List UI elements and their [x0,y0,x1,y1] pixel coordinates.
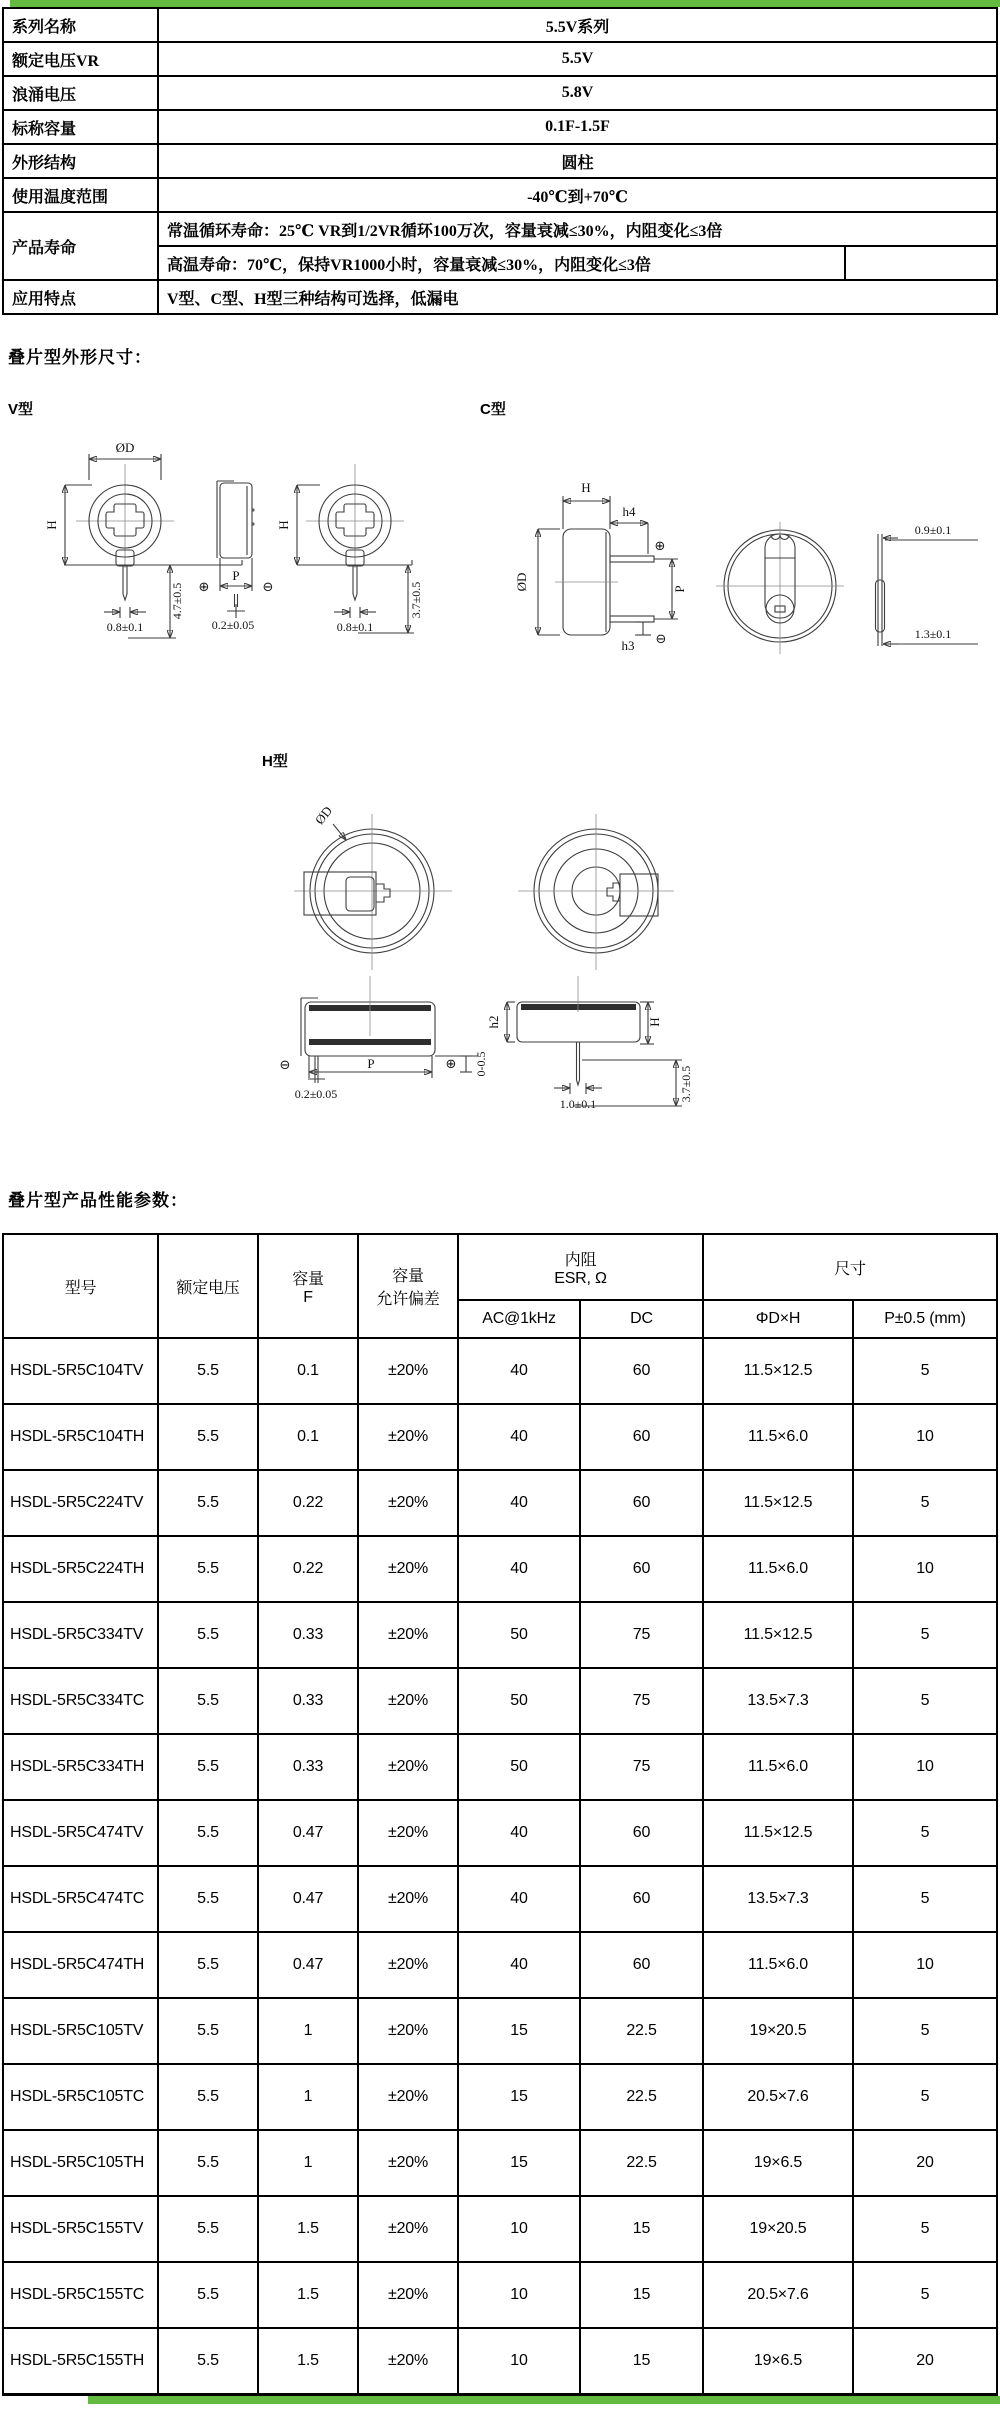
c-front-view [716,522,844,654]
v-lead-len-label: 4.7±0.5 [170,582,184,620]
c-tab-top-label: 0.9±0.1 [914,523,952,537]
cell-tolerance: ±20% [358,1536,458,1602]
cell-size-dh: 11.5×12.5 [703,1800,853,1866]
perf-row [3,1470,997,1536]
cell-size-dh: 11.5×6.0 [703,1404,853,1470]
cell-size-dh: 11.5×6.0 [703,1932,853,1998]
spec-value: 圆柱 [158,144,997,178]
minus-terminal-icon: ⊖ [279,1058,291,1073]
cell-model: HSDL-5R5C224TH [3,1536,158,1602]
v-height-label: H [44,520,59,530]
cell-esr-dc: 15 [580,2196,703,2262]
cell-size-dh: 19×20.5 [703,2196,853,2262]
col-header-size-dh: ΦD×H [703,1300,853,1338]
life-empty-subcell [844,247,996,279]
cell-tolerance: ±20% [358,1602,458,1668]
cell-voltage: 5.5 [158,1536,258,1602]
col-header-size: 尺寸 [703,1234,997,1300]
v-lead-thickness-label: 0.2±0.05 [211,618,255,632]
cell-tolerance: ±20% [358,2130,458,2196]
perf-row [3,1404,997,1470]
cell-voltage: 5.5 [158,1404,258,1470]
v2-height-label: H [276,520,291,530]
cell-model: HSDL-5R5C474TC [3,1866,158,1932]
col-header-esr-ac: AC@1kHz [458,1300,580,1338]
cell-esr-ac: 50 [458,1602,580,1668]
v2-lead-dia-label: 0.8±0.1 [336,620,374,634]
cell-tolerance: ±20% [358,2328,458,2395]
cell-size-dh: 11.5×12.5 [703,1338,853,1404]
dimensions-heading: 叠片型外形尺寸： [8,348,152,367]
perf-row [3,1536,997,1602]
cell-model: HSDL-5R5C155TV [3,2196,158,2262]
c-type-title: C型 [480,401,506,418]
spec-row-feature [3,280,997,314]
cell-model: HSDL-5R5C104TV [3,1338,158,1404]
esr-line-1: 内阻 [564,1251,597,1269]
cell-esr-ac: 40 [458,1866,580,1932]
life-line-2-text: 高温寿命：70℃，保持VR1000小时，容量衰减≤30%，内阻变化≤3倍 [167,256,651,274]
cell-voltage: 5.5 [158,1800,258,1866]
cell-esr-dc: 75 [580,1734,703,1800]
cell-esr-ac: 10 [458,2328,580,2395]
cell-capacity: 0.33 [258,1734,358,1800]
bottom-green-bar [88,2396,1000,2404]
c-height-label: H [581,480,591,495]
col-header-tolerance [358,1234,458,1338]
v-type-drawing [20,428,440,660]
cell-capacity: 0.47 [258,1932,358,1998]
spec-label: 标称容量 [3,110,158,144]
cell-voltage: 5.5 [158,1998,258,2064]
h-type-title: H型 [262,753,288,770]
h-type-drawing [170,788,740,1122]
cell-tolerance: ±20% [358,1338,458,1404]
spec-row [3,178,997,212]
top-green-bar [10,0,1000,7]
cell-esr-dc: 60 [580,1866,703,1932]
performance-heading: 叠片型产品性能参数： [8,1191,188,1210]
cell-size-p: 5 [853,1800,997,1866]
cell-esr-dc: 60 [580,1338,703,1404]
perf-header-row-1 [3,1234,997,1300]
cell-model: HSDL-5R5C105TV [3,1998,158,2064]
cell-capacity: 0.47 [258,1866,358,1932]
cell-voltage: 5.5 [158,1932,258,1998]
perf-row [3,1866,997,1932]
cell-model: HSDL-5R5C105TH [3,2130,158,2196]
cell-model: HSDL-5R5C334TC [3,1668,158,1734]
h-pitch-label: P [367,1056,375,1071]
h-h2-label: h2 [486,1015,501,1029]
cell-capacity: 1 [258,2130,358,2196]
c-tab-bottom-label: 1.3±0.1 [914,627,952,641]
h-lead-dia-label: 1.0±0.1 [559,1097,597,1111]
spec-row [3,76,997,110]
life-line-2 [159,247,996,279]
cell-esr-dc: 22.5 [580,1998,703,2064]
cell-capacity: 0.22 [258,1470,358,1536]
cell-esr-ac: 40 [458,1338,580,1404]
cell-tolerance: ±20% [358,1998,458,2064]
cell-capacity: 1.5 [258,2196,358,2262]
performance-table [2,1233,998,2396]
c-dia-label: ØD [514,572,529,592]
perf-row [3,2064,997,2130]
cell-model: HSDL-5R5C334TV [3,1602,158,1668]
minus-terminal-icon: ⊖ [262,580,274,595]
v-side-view [199,481,274,632]
v-dia-label: ØD [115,440,135,455]
cell-size-dh: 20.5×7.6 [703,2262,853,2328]
cell-tolerance: ±20% [358,2196,458,2262]
cell-model: HSDL-5R5C334TH [3,1734,158,1800]
cell-voltage: 5.5 [158,1668,258,1734]
v-pitch-label: P [232,568,240,583]
cell-voltage: 5.5 [158,1734,258,1800]
perf-row [3,1668,997,1734]
perf-row [3,1998,997,2064]
cell-capacity: 0.47 [258,1800,358,1866]
cell-esr-dc: 60 [580,1932,703,1998]
perf-row [3,1734,997,1800]
cell-esr-ac: 15 [458,2064,580,2130]
h-dia-label: ØD [311,803,336,828]
cell-size-p: 5 [853,2196,997,2262]
v-front-cell [76,464,174,600]
cell-model: HSDL-5R5C155TH [3,2328,158,2395]
cell-size-dh: 13.5×7.3 [703,1866,853,1932]
c-side-view [555,529,654,635]
plus-terminal-icon: ⊕ [198,580,210,595]
cell-voltage: 5.5 [158,2328,258,2395]
cell-tolerance: ±20% [358,1668,458,1734]
cell-esr-ac: 40 [458,1800,580,1866]
cell-tolerance: ±20% [358,2262,458,2328]
spec-value: 5.5V [158,42,997,76]
spec-row [3,110,997,144]
spec-value: -40℃到+70℃ [158,178,997,212]
spec-value: 5.8V [158,76,997,110]
cell-esr-ac: 40 [458,1932,580,1998]
spec-label: 浪涌电压 [3,76,158,110]
cell-size-p: 5 [853,1866,997,1932]
cell-esr-ac: 15 [458,2130,580,2196]
v2-lead-len-label: 3.7±0.5 [409,581,423,619]
cell-size-dh: 19×20.5 [703,1998,853,2064]
cell-voltage: 5.5 [158,2064,258,2130]
spec-row [3,144,997,178]
c-lead-profile [876,523,979,646]
cell-esr-ac: 40 [458,1404,580,1470]
cell-size-dh: 19×6.5 [703,2130,853,2196]
v-lead-dia-label: 0.8±0.1 [106,620,144,634]
cell-esr-dc: 75 [580,1668,703,1734]
cell-size-p: 10 [853,1932,997,1998]
h-front-view-right [518,814,674,970]
cell-esr-dc: 60 [580,1470,703,1536]
spec-row [3,8,997,42]
spec-label: 外形结构 [3,144,158,178]
spec-value: 0.1F-1.5F [158,110,997,144]
cell-size-p: 5 [853,2064,997,2130]
c-type-drawing [430,428,1000,670]
spec-label: 应用特点 [3,280,158,314]
cell-capacity: 1 [258,1998,358,2064]
cell-capacity: 1 [258,2064,358,2130]
spec-row [3,42,997,76]
cell-size-dh: 11.5×12.5 [703,1470,853,1536]
cell-esr-dc: 60 [580,1800,703,1866]
perf-row [3,2130,997,2196]
cell-model: HSDL-5R5C104TH [3,1404,158,1470]
plus-terminal-icon: ⊕ [654,539,666,554]
cell-esr-dc: 22.5 [580,2130,703,2196]
cell-tolerance: ±20% [358,1404,458,1470]
h-front-view-left [294,803,452,970]
spec-value: 5.5V系列 [158,8,997,42]
life-line-1: 常温循环寿命：25℃ VR到1/2VR循环100万次，容量衰减≤30%，内阻变化≤3倍 [159,213,996,247]
spec-life-cell [158,212,997,280]
cell-size-dh: 13.5×7.3 [703,1668,853,1734]
cell-tolerance: ±20% [358,1800,458,1866]
perf-row [3,1800,997,1866]
cell-size-p: 5 [853,1668,997,1734]
cell-size-p: 5 [853,1338,997,1404]
cell-esr-dc: 15 [580,2262,703,2328]
cell-voltage: 5.5 [158,2262,258,2328]
plus-terminal-icon: ⊕ [445,1057,457,1072]
spec-table [2,7,998,315]
capacity-line-1: 容量 [292,1270,324,1288]
cell-esr-ac: 15 [458,1998,580,2064]
cell-esr-dc: 60 [580,1536,703,1602]
c-h4-label: h4 [622,504,636,519]
col-header-size-p: P±0.5 (mm) [853,1300,997,1338]
cell-esr-dc: 75 [580,1602,703,1668]
cell-model: HSDL-5R5C105TC [3,2064,158,2130]
col-header-esr [458,1234,703,1300]
cell-size-p: 10 [853,1404,997,1470]
tolerance-line-1: 容量 [392,1268,424,1285]
c-h3-label: h3 [621,638,635,653]
cell-model: HSDL-5R5C474TV [3,1800,158,1866]
cell-tolerance: ±20% [358,1470,458,1536]
cell-voltage: 5.5 [158,1866,258,1932]
capacity-line-2: F [303,1288,313,1306]
cell-voltage: 5.5 [158,1602,258,1668]
spec-row-life [3,212,997,280]
perf-row [3,2328,997,2395]
cell-esr-ac: 10 [458,2262,580,2328]
tolerance-line-2: 允许偏差 [376,1291,440,1308]
cell-capacity: 0.1 [258,1338,358,1404]
cell-esr-ac: 50 [458,1734,580,1800]
cell-size-dh: 20.5×7.6 [703,2064,853,2130]
cell-size-p: 5 [853,1602,997,1668]
cell-model: HSDL-5R5C474TH [3,1932,158,1998]
col-header-esr-dc: DC [580,1300,703,1338]
cell-voltage: 5.5 [158,2196,258,2262]
cell-tolerance: ±20% [358,1734,458,1800]
h-lead-thickness-label: 0.2±0.05 [294,1087,338,1101]
h-standoff-label: 0-0.5 [474,1051,488,1077]
cell-esr-dc: 15 [580,2328,703,2395]
perf-table-body [3,1338,997,2395]
cell-voltage: 5.5 [158,1338,258,1404]
cell-tolerance: ±20% [358,1866,458,1932]
cell-size-p: 5 [853,1470,997,1536]
cell-size-p: 5 [853,2262,997,2328]
h-height-label: H [647,1017,662,1027]
esr-line-2: ESR, Ω [554,1269,607,1287]
cell-esr-dc: 60 [580,1404,703,1470]
h-side-view-right [486,976,693,1111]
cell-capacity: 1.5 [258,2328,358,2395]
cell-size-p: 20 [853,2130,997,2196]
v-type-title: V型 [8,401,34,418]
cell-capacity: 0.33 [258,1602,358,1668]
cell-capacity: 0.33 [258,1668,358,1734]
cell-voltage: 5.5 [158,2130,258,2196]
cell-size-p: 10 [853,1734,997,1800]
cell-esr-ac: 40 [458,1536,580,1602]
cell-esr-ac: 50 [458,1668,580,1734]
perf-row [3,2196,997,2262]
cell-esr-dc: 22.5 [580,2064,703,2130]
spec-label: 额定电压VR [3,42,158,76]
perf-row [3,1932,997,1998]
spec-value: V型、C型、H型三种结构可选择，低漏电 [158,280,997,314]
cell-size-p: 5 [853,1998,997,2064]
cell-size-p: 10 [853,1536,997,1602]
col-header-capacity [258,1234,358,1338]
cell-tolerance: ±20% [358,1932,458,1998]
cell-esr-ac: 40 [458,1470,580,1536]
cell-size-dh: 19×6.5 [703,2328,853,2395]
cell-model: HSDL-5R5C155TC [3,2262,158,2328]
spec-label: 系列名称 [3,8,158,42]
perf-row [3,1602,997,1668]
cell-capacity: 0.22 [258,1536,358,1602]
cell-size-dh: 11.5×12.5 [703,1602,853,1668]
perf-row [3,2262,997,2328]
h-lead-len-label: 3.7±0.5 [679,1065,693,1103]
cell-capacity: 1.5 [258,2262,358,2328]
cell-model: HSDL-5R5C224TV [3,1470,158,1536]
col-header-voltage: 额定电压 [158,1234,258,1338]
cell-voltage: 5.5 [158,1470,258,1536]
h-side-view-left [280,976,488,1101]
cell-tolerance: ±20% [358,2064,458,2130]
c-pitch-label: P [672,585,687,593]
perf-row [3,1338,997,1404]
cell-capacity: 0.1 [258,1404,358,1470]
col-header-model: 型号 [3,1234,158,1338]
cell-esr-ac: 10 [458,2196,580,2262]
cell-size-dh: 11.5×6.0 [703,1536,853,1602]
cell-size-dh: 11.5×6.0 [703,1734,853,1800]
minus-terminal-icon: ⊖ [655,632,667,647]
spec-label: 产品寿命 [3,212,158,280]
spec-label: 使用温度范围 [3,178,158,212]
cell-size-p: 20 [853,2328,997,2395]
